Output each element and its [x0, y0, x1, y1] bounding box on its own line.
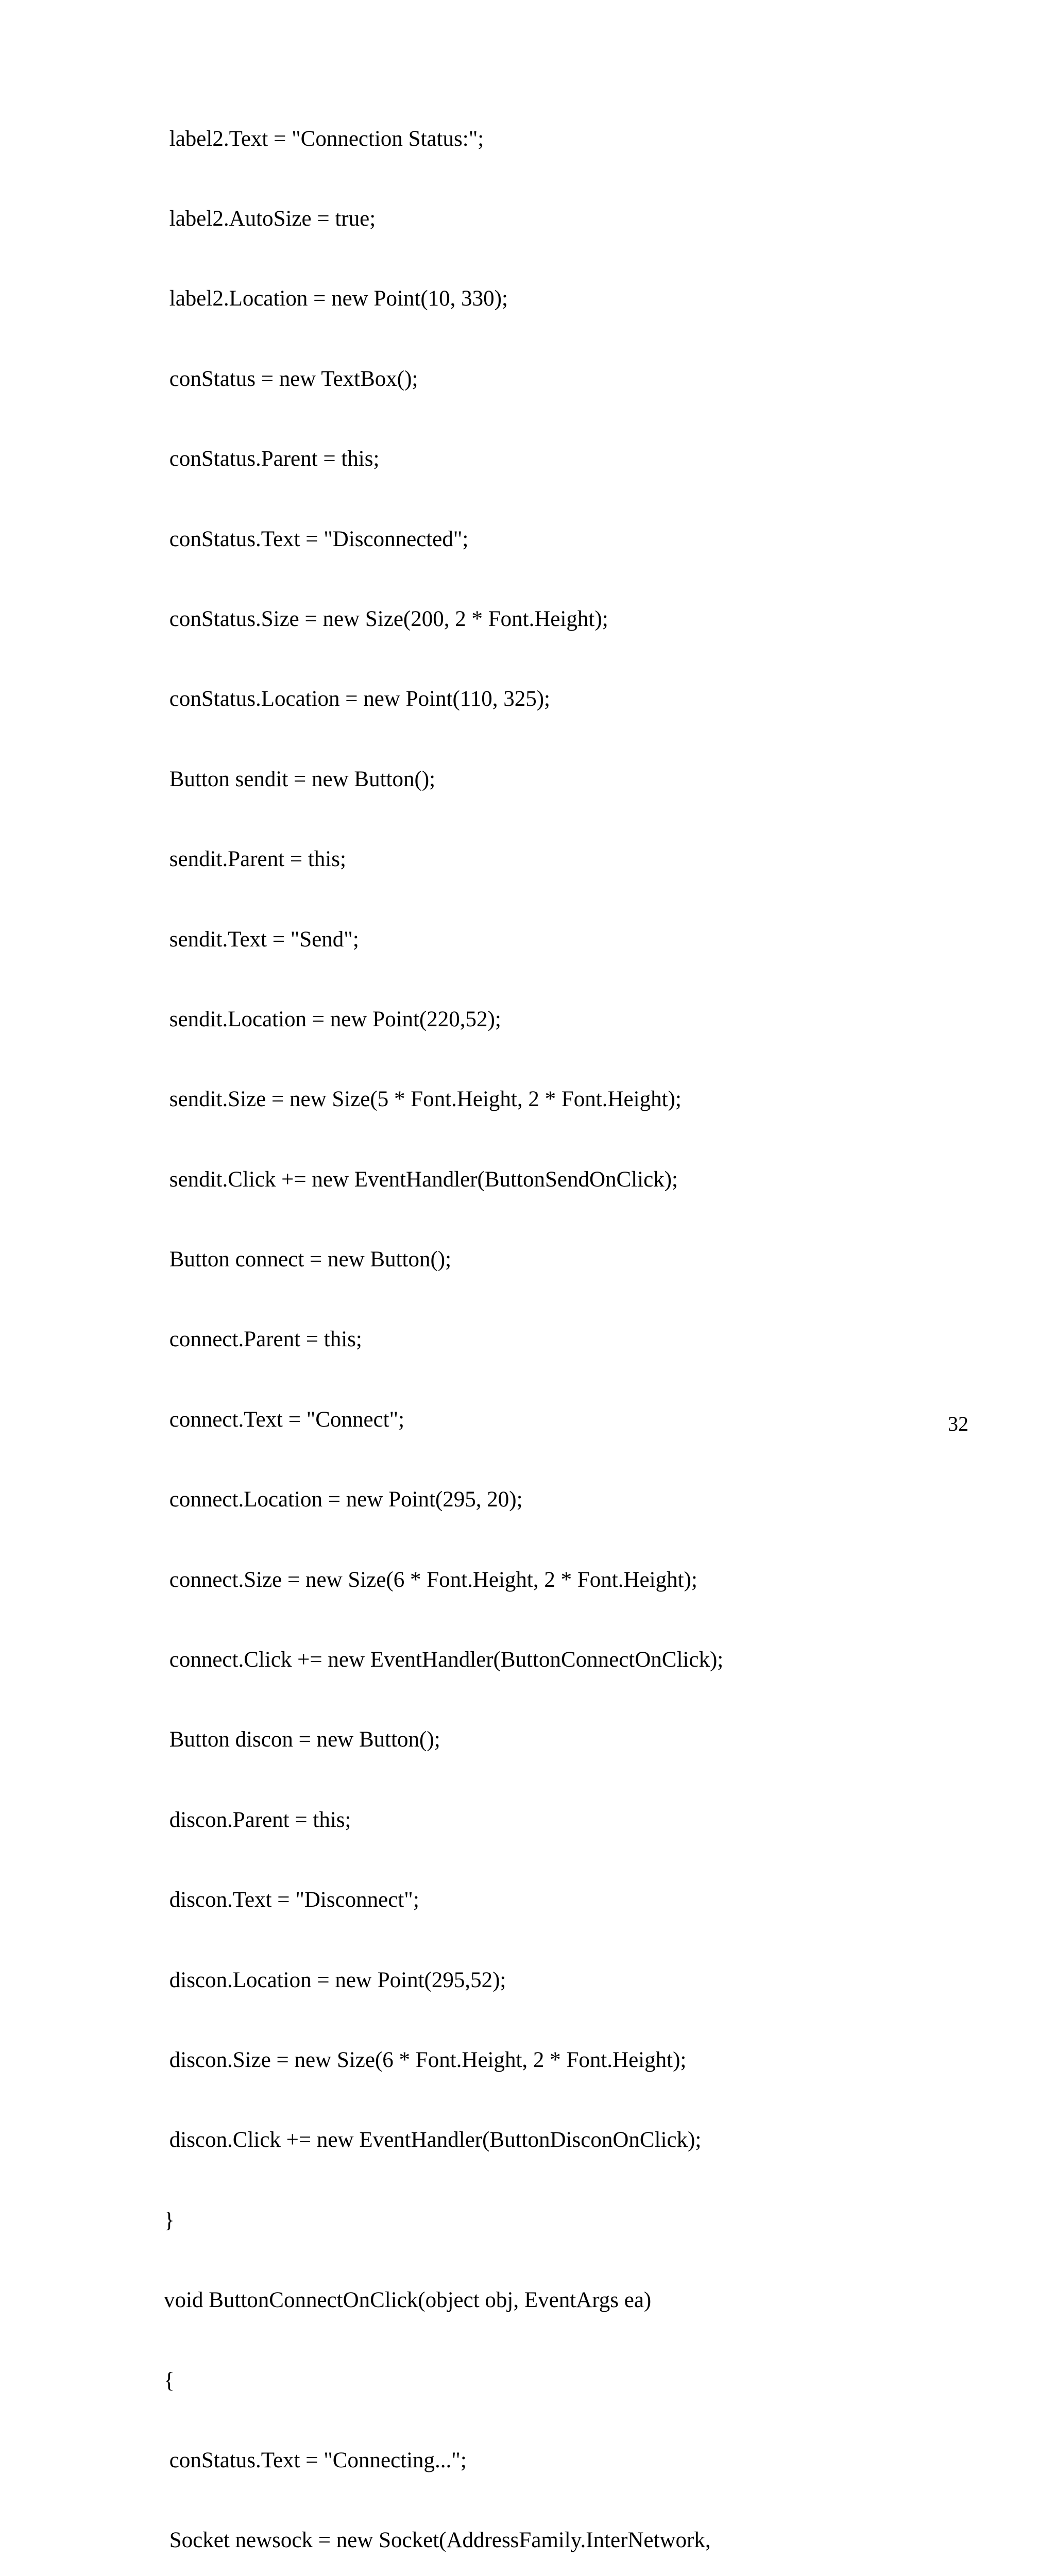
code-line: connect.Click += new EventHandler(ButtonConnectOnClick);	[164, 1648, 724, 1672]
page-number: 32	[948, 1412, 968, 1435]
code-line: connect.Text = "Connect";	[164, 1407, 405, 1432]
code-line: conStatus.Location = new Point(110, 325);	[164, 687, 550, 711]
code-line: connect.Parent = this;	[164, 1327, 362, 1352]
code-line: discon.Click += new EventHandler(ButtonDisconOnClick);	[164, 2128, 702, 2153]
code-listing	[164, 72, 1040, 2576]
code-line: {	[164, 2368, 175, 2393]
code-line: conStatus.Parent = this;	[164, 447, 380, 471]
code-line: sendit.Parent = this;	[164, 847, 346, 872]
code-line: conStatus.Text = "Connecting...";	[164, 2448, 467, 2472]
code-line: discon.Location = new Point(295,52);	[164, 1968, 506, 1992]
code-line: Button sendit = new Button();	[164, 767, 436, 791]
code-line: connect.Location = new Point(295, 20);	[164, 1487, 523, 1512]
code-line: sendit.Location = new Point(220,52);	[164, 1007, 501, 1031]
code-line: connect.Size = new Size(6 * Font.Height, 2 * Font.Height);	[164, 1567, 697, 1592]
code-line: }	[164, 2208, 175, 2232]
code-line: sendit.Click += new EventHandler(ButtonSendOnClick);	[164, 1167, 678, 1192]
code-line: conStatus.Text = "Disconnected";	[164, 527, 469, 551]
code-line: label2.Location = new Point(10, 330);	[164, 286, 508, 311]
code-line: discon.Size = new Size(6 * Font.Height, 2 * Font.Height);	[164, 2047, 687, 2072]
code-line: Socket newsock = new Socket(AddressFamily.InterNetwork,	[164, 2528, 711, 2553]
code-line: sendit.Text = "Send";	[164, 927, 359, 952]
code-line: Button discon = new Button();	[164, 1727, 440, 1752]
code-line: discon.Text = "Disconnect";	[164, 1888, 419, 1912]
code-line: discon.Parent = this;	[164, 1807, 351, 1832]
code-line: conStatus = new TextBox();	[164, 366, 418, 391]
code-line: void ButtonConnectOnClick(object obj, EventArgs ea)	[164, 2288, 652, 2313]
code-line: conStatus.Size = new Size(200, 2 * Font.Height);	[164, 606, 608, 631]
code-line: Button connect = new Button();	[164, 1247, 452, 1272]
code-line: sendit.Size = new Size(5 * Font.Height, 2 * Font.Height);	[164, 1087, 682, 1112]
code-line: label2.AutoSize = true;	[164, 206, 376, 231]
code-line: label2.Text = "Connection Status:";	[164, 126, 484, 151]
